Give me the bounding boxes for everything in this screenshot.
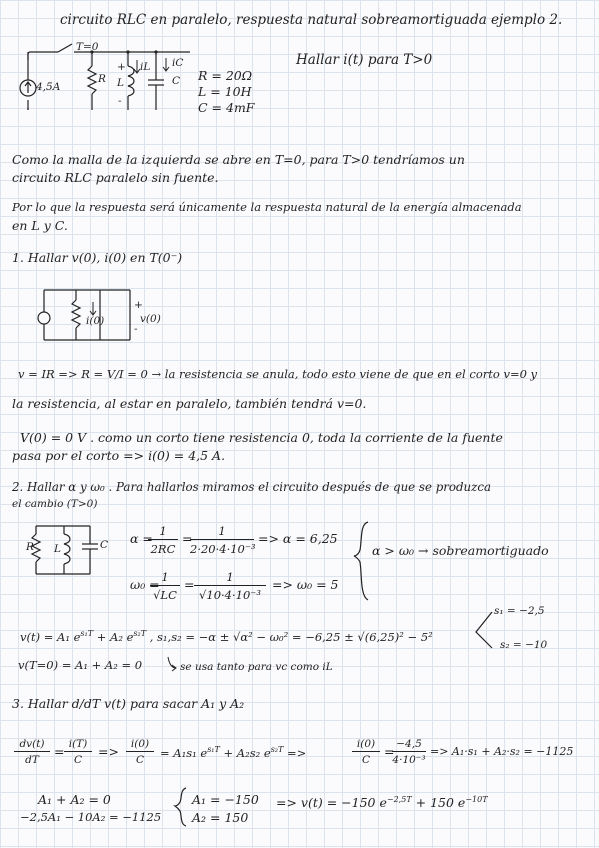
capacitor-label: C: [172, 75, 181, 87]
omega-lhs: ω₀ =: [130, 577, 160, 592]
step-2-heading-line-2: el cambio (T>0): [12, 498, 98, 510]
r-label-3: R: [26, 541, 34, 553]
deriv-lhs: $\frac{dv(t)}{dT}$: [14, 738, 50, 766]
page-title: circuito RLC en paralelo, respuesta natural sobreamortiguada ejemplo 2.: [60, 12, 563, 28]
omega-eq: =: [184, 577, 195, 592]
deriv-terms: = A₁s₁ $e^{s_1T} + A_2s_2$ $e^{s_2T}$ =>: [160, 745, 307, 760]
solution-a2: A₂ = 150: [192, 810, 249, 825]
step-3-heading: 3. Hallar d/dT v(t) para sacar A₁ y A₂: [12, 696, 245, 711]
v0-label: v(0): [140, 313, 161, 325]
l-label-3: L: [54, 543, 61, 555]
i0-label: i(0): [86, 315, 105, 327]
alpha-eq: =: [182, 531, 193, 546]
plus-sign-2: +: [134, 299, 143, 311]
alpha-fraction-1: $\frac{1}{2RC}$: [148, 524, 178, 556]
value-l: L = 10H: [198, 84, 252, 99]
root-s2: s₂ = −10: [500, 639, 548, 651]
alpha-lhs: α =: [130, 531, 153, 546]
value-c: C = 4mF: [198, 100, 255, 115]
deriv-i0-over-c-2: $\frac{i(0)}{C}$: [352, 738, 380, 766]
alpha-fraction-2: $\frac{1}{\text{2·20·4·10⁻³}}$: [190, 524, 256, 556]
paragraph-4-line-1: V(0) = 0 V . como un corto tiene resistencia 0, toda la corriente de la fuente: [20, 430, 503, 445]
il-label: iL: [140, 61, 151, 73]
step-1-heading: 1. Hallar v(0), i(0) en T(0⁻): [12, 250, 183, 265]
alpha-result: => α = 6,25: [258, 531, 338, 546]
system-eq-2: −2,5A₁ − 10A₂ = −1125: [20, 810, 162, 824]
paragraph-2-line-1: Por lo que la respuesta será únicamente la respuesta natural de la energía almacenada: [12, 200, 522, 214]
vt-equation: v(t) = A₁ $e^{s_1T} + A_2$ $e^{s_2T}$ , s₁,s₂ = −α ± √α² − ω₀² = −6,25 ± √(6,25)² − 5²: [20, 629, 433, 644]
deriv-value: $\frac{-4,5}{\text{4·10⁻³}}$: [392, 738, 426, 766]
paragraph-4-line-2: pasa por el corto => i(0) = 4,5 A.: [12, 448, 226, 463]
resistor-label: R: [98, 73, 106, 85]
solution-a1: A₁ = −150: [192, 792, 259, 807]
deriv-i0-over-c: $\frac{i(0)}{C}$: [126, 738, 154, 766]
source-label: 4,5A: [36, 81, 61, 93]
paragraph-1-line-1: Como la malla de la izquierda se abre en T=0, para T>0 tendríamos un: [12, 152, 465, 167]
omega-result: => ω₀ = 5: [272, 577, 339, 592]
initial-condition-note: se usa tanto para vc como iL: [180, 661, 333, 673]
omega-fraction-1: $\frac{1}{√LC}$: [150, 570, 180, 602]
paragraph-3-line-2: la resistencia, al estar en paralelo, también tendrá v=0.: [12, 396, 367, 411]
deriv-eq-3: =: [384, 744, 395, 759]
deriv-eq-1: =: [54, 744, 65, 759]
switch-label: T=0: [76, 41, 99, 53]
paragraph-2-line-2: en L y C.: [12, 218, 68, 233]
paragraph-3-line-1: v = IR => R = V/I = 0 → la resistencia se anula, todo esto viene de que en el corto v=0 y: [18, 367, 538, 381]
final-answer: => v(t) = −150 $e^{-2,5T} + 150$ $e^{-10T}$: [276, 795, 488, 811]
deriv-arrow-1: =>: [98, 744, 119, 759]
c-label-3: C: [100, 539, 109, 551]
paragraph-1-line-2: circuito RLC paralelo sin fuente.: [12, 170, 219, 185]
omega-fraction-2: $\frac{1}{\text{√10·4·10⁻³}}$: [194, 570, 266, 602]
deriv-tail: => A₁·s₁ + A₂·s₂ = −1125: [430, 745, 574, 758]
plus-sign: +: [117, 61, 126, 73]
root-s1: s₁ = −2,5: [494, 605, 545, 617]
damping-conclusion: α > ω₀ → sobreamortiguado: [372, 543, 549, 558]
initial-condition-eq: v(T=0) = A₁ + A₂ = 0: [18, 658, 143, 672]
ic-label: iC: [172, 57, 184, 69]
minus-sign-2: -: [134, 323, 138, 335]
inductor-label: L: [117, 77, 124, 89]
step-2-heading-line-1: 2. Hallar α y ω₀ . Para hallarlos miramos el circuito después de que se produzca: [12, 480, 492, 494]
value-r: R = 20Ω: [198, 68, 253, 83]
minus-sign: -: [118, 95, 122, 107]
system-eq-1: A₁ + A₂ = 0: [38, 792, 111, 807]
task-statement: Hallar i(t) para T>0: [296, 52, 433, 68]
deriv-it-over-c: $\frac{i(T)}{C}$: [64, 738, 92, 766]
